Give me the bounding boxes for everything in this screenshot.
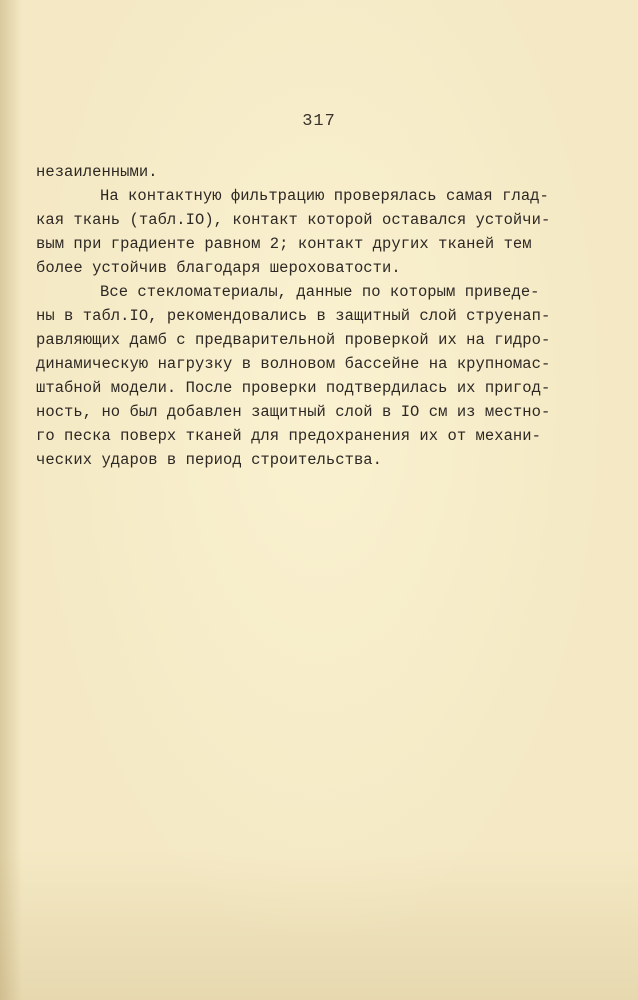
- paragraph-start-line: На контактную фильтрацию проверялась самая глад-: [100, 187, 549, 205]
- text-line: кая ткань (табл.IO), контакт которой оставался устойчи-: [36, 211, 551, 229]
- page-number: 317: [302, 112, 336, 131]
- paragraph-start-line: Все стекломатериалы, данные по которым приведе-: [100, 283, 540, 301]
- text-line: ность, но был добавлен защитный слой в IO см из местно-: [36, 403, 551, 421]
- text-line: вым при градиенте равном 2; контакт других тканей тем: [36, 235, 532, 253]
- body-text: [36, 160, 596, 472]
- text-line: более устойчив благодаря шероховатости.: [36, 259, 401, 277]
- text-line: незаиленными.: [36, 163, 158, 181]
- text-line: ческих ударов в период строительства.: [36, 451, 383, 469]
- text-line: ны в табл.IO, рекомендовались в защитный слой струенап-: [36, 307, 551, 325]
- text-line: штабной модели. После проверки подтвердилась их пригод-: [36, 379, 551, 397]
- text-line: го песка поверх тканей для предохранения их от механи-: [36, 427, 541, 445]
- text-line: равляющих дамб с предварительной проверкой их на гидро-: [36, 331, 551, 349]
- text-line: динамическую нагрузку в волновом бассейне на крупномас-: [36, 355, 551, 373]
